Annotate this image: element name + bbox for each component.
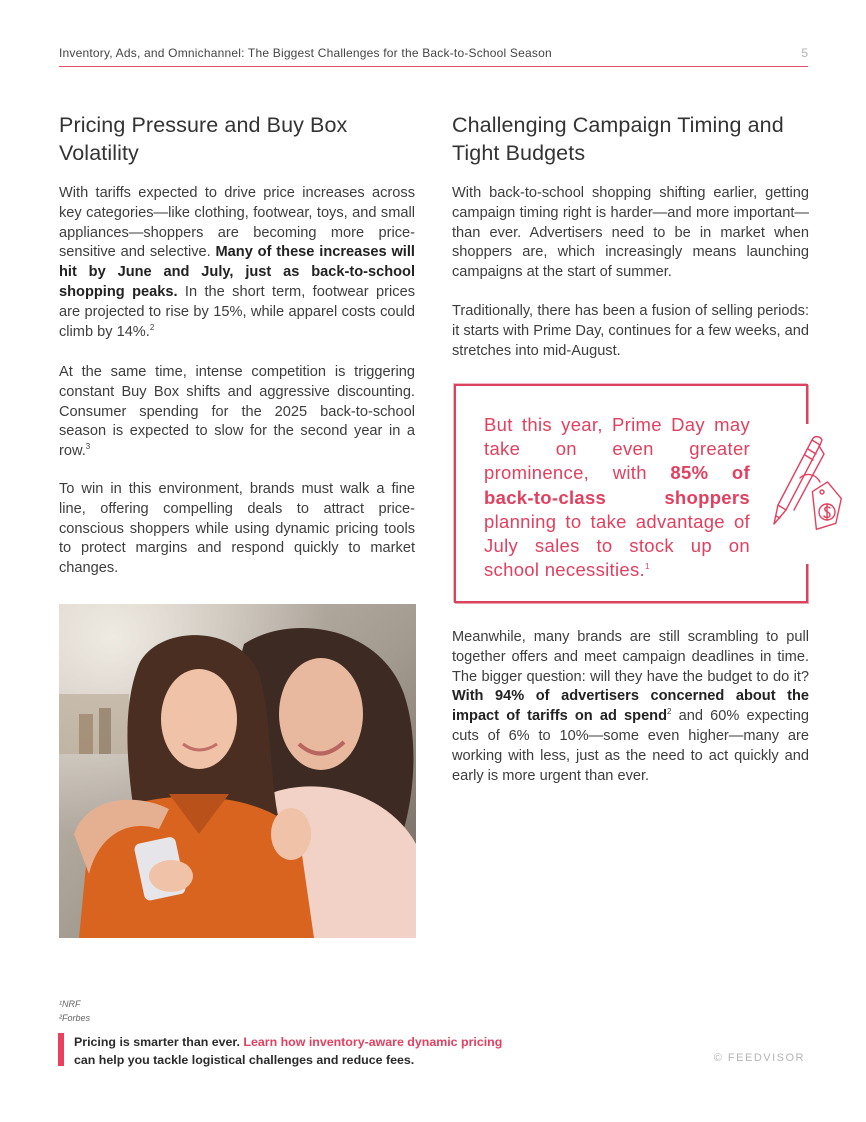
paragraph-tariffs — [59, 184, 415, 342]
page-header — [59, 46, 808, 67]
paragraph-emphasis: Many of these increases will hit by June and July, just as back-to-school shopping peaks. — [59, 244, 415, 300]
photo-mother-daughter-phone — [59, 604, 416, 938]
cta-accent-bar — [58, 1033, 64, 1066]
paragraph-selling-periods: Traditionally, there has been a fusion of selling periods: it starts with Prime Day, continues for a few weeks, and stretches into mid-August. — [452, 303, 809, 359]
paragraph-emphasis: With 94% of advertisers concerned about the impact of tariffs on ad spend — [452, 688, 809, 725]
footnote-forbes: ²Forbes — [59, 1013, 91, 1023]
cta-link[interactable]: Learn how inventory-aware dynamic pricing — [243, 1035, 503, 1049]
quote-text: But this year, Prime Day may take on even greater prominence, with — [484, 414, 750, 484]
quote-text: planning to take advantage of July sales to stock up on school necessities. — [484, 510, 750, 581]
pen-price-tag-icon — [764, 432, 844, 537]
section-heading-pricing: Pricing Pressure and Buy Box Volatility — [59, 113, 348, 165]
paragraph-text: With tariffs expected to drive price increases across key categories—like clothing, footwear, toys, and small appliances—shoppers are becoming more price-sensitive and selective. — [59, 185, 415, 261]
paragraph-text: and 60% expecting cuts of 6% to 10%—some even higher—many are working with less, just as the need to act quickly and early is more urgent than ever. — [452, 708, 809, 784]
footnote-nrf: ¹NRF — [59, 999, 81, 1009]
paragraph-strategy: To win in this environment, brands must walk a fine line, offering compelling deals to attract price-conscious shoppers while using dynamic pricing tools to protect margins and respond quickly to market changes. — [59, 481, 415, 577]
paragraph-text: In the short term, footwear prices are projected to rise by 15%, while apparel costs could climb by 14%. — [59, 283, 415, 340]
paragraph-text: Meanwhile, many brands are still scrambling to pull together offers and meet campaign deadlines in time. The bigger question: will they have the budget to do it? — [452, 629, 809, 685]
quote-emphasis: 85% of back-to-class shoppers — [484, 462, 750, 508]
document-title: Inventory, Ads, and Omnichannel: The Biggest Challenges for the Back-to-School Season — [59, 46, 552, 60]
cta-prefix: Pricing is smarter than ever. — [74, 1035, 244, 1049]
section-heading-campaign: Challenging Campaign Timing and Tight Budgets — [452, 113, 784, 165]
paragraph-text: At the same time, intense competition is triggering constant Buy Box shifts and aggressive discounting. Consumer spending for the 2025 back-to-school season is expected to slow for the second year in a row. — [59, 364, 415, 460]
paragraph-timing: With back-to-school shopping shifting earlier, getting campaign timing right is harder—and more important—than ever. Advertisers need to be in market when shoppers are, which increasingly means launching campaigns at the start of summer. — [452, 185, 809, 281]
pull-quote-text — [484, 413, 750, 582]
footnote-ref: 2 — [149, 322, 155, 332]
cta-callout — [74, 1033, 502, 1069]
footnote-ref: 3 — [85, 442, 91, 452]
paragraph-competition — [59, 363, 415, 462]
footnote-ref: 1 — [644, 562, 650, 572]
footnotes — [59, 997, 90, 1025]
page-number: 5 — [801, 46, 808, 60]
paragraph-budget — [452, 628, 809, 786]
footnote-ref: 2 — [667, 707, 672, 717]
copyright-brand: © FEEDVISOR — [713, 1052, 805, 1064]
pull-quote-box — [454, 384, 808, 603]
cta-suffix: can help you tackle logistical challenges and reduce fees. — [74, 1053, 415, 1067]
